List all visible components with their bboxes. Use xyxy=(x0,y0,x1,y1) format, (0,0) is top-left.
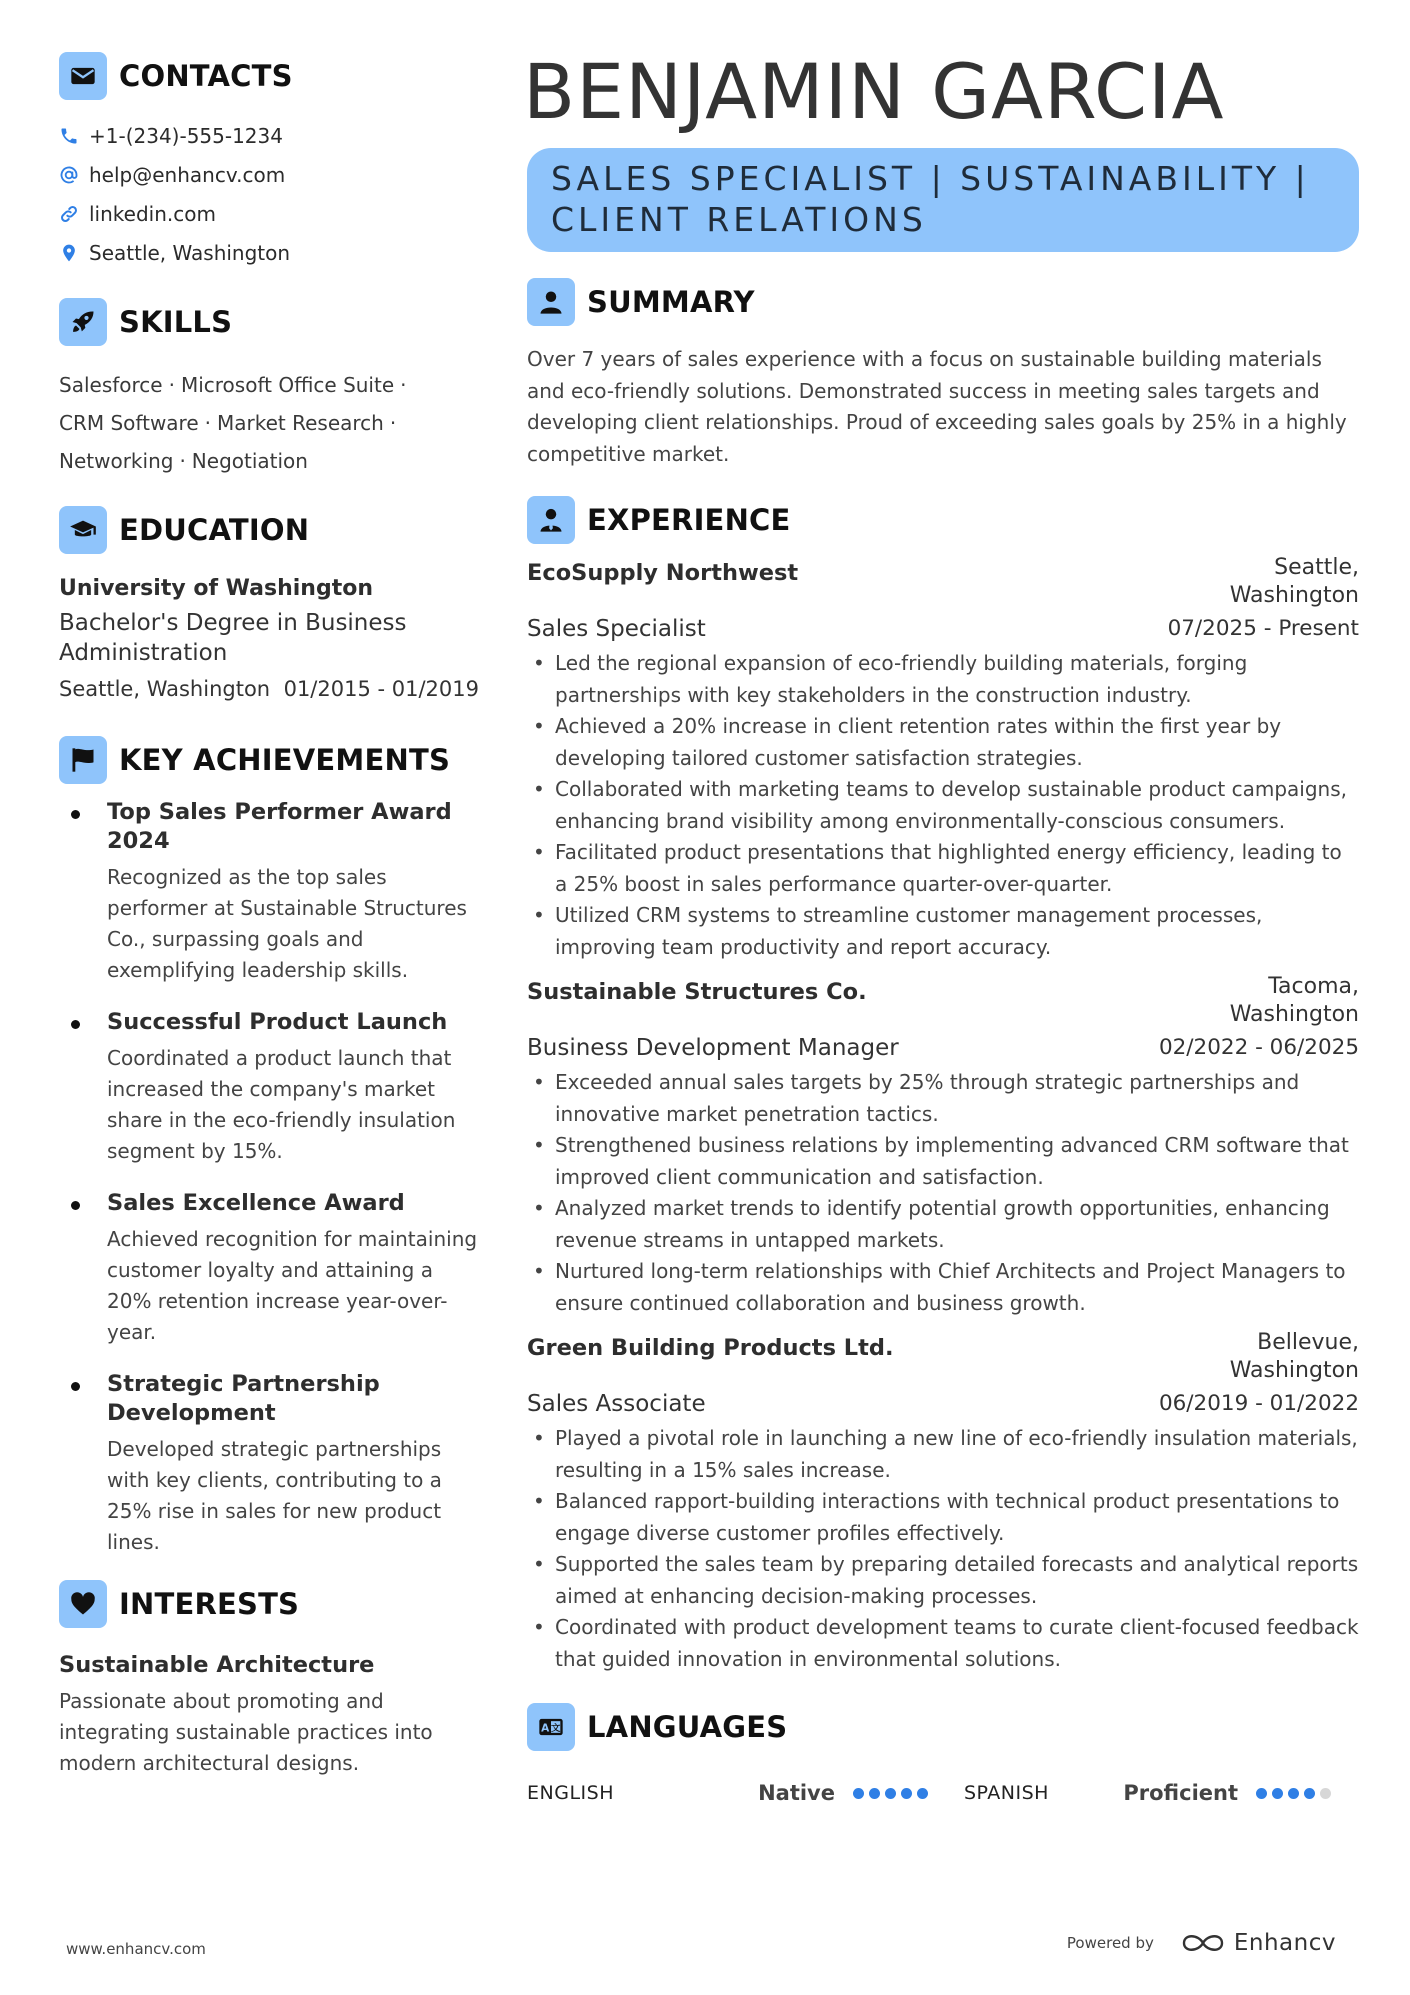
language-item xyxy=(527,1781,928,1805)
skill-item: CRM Software xyxy=(59,411,199,435)
job-bullet: • Facilitated product presentations that highlighted energy efficiency, leading to a 25% boost in sales performance quarter-over-quarter. xyxy=(527,837,1359,900)
achievement-item xyxy=(59,1189,479,1348)
interest-title: Sustainable Architecture xyxy=(59,1652,375,1678)
job-bullets xyxy=(527,648,1359,963)
education-location: Seattle, Washington xyxy=(59,677,271,701)
job-company: EcoSupply Northwest xyxy=(527,560,799,586)
contact-location xyxy=(59,233,479,272)
rating-dot-filled xyxy=(1288,1788,1299,1799)
achievement-desc: Achieved recognition for maintaining customer loyalty and attaining a 20% retention increase year-over-year. xyxy=(107,1227,478,1344)
rating-dot-empty xyxy=(1320,1788,1331,1799)
flag-icon xyxy=(59,736,107,784)
job-entry xyxy=(527,1329,1359,1675)
left-column xyxy=(59,52,479,1779)
contacts-title: CONTACTS xyxy=(119,59,293,93)
education-dates: 01/2015 - 01/2019 xyxy=(283,677,479,701)
linkedin-text: linkedin.com xyxy=(89,201,216,226)
rating-dot-filled xyxy=(1304,1788,1315,1799)
summary-title: SUMMARY xyxy=(587,285,755,319)
achievement-item xyxy=(59,1008,479,1167)
education-section-header xyxy=(59,506,479,554)
skill-item: Microsoft Office Suite xyxy=(180,373,395,397)
rating-dot-filled xyxy=(1256,1788,1267,1799)
interests-section-header xyxy=(59,1580,479,1628)
experience-section-header xyxy=(527,496,1359,544)
achievements-title: KEY ACHIEVEMENTS xyxy=(119,743,451,777)
rating-dot-filled xyxy=(901,1788,912,1799)
languages-list xyxy=(527,1781,1359,1805)
job-location: Tacoma, Washington xyxy=(1229,974,1359,1027)
summary-section-header xyxy=(527,278,1359,326)
language-rating xyxy=(853,1788,928,1799)
brand-name: Enhancv xyxy=(1233,1930,1336,1956)
job-bullet: • Led the regional expansion of eco-friendly building materials, forging partnerships with key stakeholders in the construction industry. xyxy=(527,648,1359,711)
job-location: Seattle, Washington xyxy=(1229,555,1359,608)
rating-dot-filled xyxy=(917,1788,928,1799)
map-pin-icon xyxy=(59,243,89,263)
email-text: help@enhancv.com xyxy=(89,162,286,187)
candidate-name: BENJAMIN GARCIA xyxy=(523,47,1225,136)
achievement-item xyxy=(59,798,479,986)
education-school: University of Washington xyxy=(59,576,374,601)
achievement-title: Successful Product Launch xyxy=(107,1009,448,1035)
location-text: Seattle, Washington xyxy=(89,240,291,265)
job-bullets xyxy=(527,1423,1359,1675)
skills-section-header xyxy=(59,298,479,346)
job-bullet: • Strengthened business relations by implementing advanced CRM software that improved client communication and satisfaction. xyxy=(527,1130,1359,1193)
at-icon xyxy=(59,165,89,185)
svg-text:A: A xyxy=(541,1722,550,1735)
language-rating xyxy=(1256,1788,1331,1799)
experience-title: EXPERIENCE xyxy=(587,503,791,537)
contact-linkedin[interactable] xyxy=(59,194,479,233)
job-dates: 02/2022 - 06/2025 xyxy=(1158,1035,1359,1060)
job-company: Green Building Products Ltd. xyxy=(527,1335,894,1361)
contacts-list xyxy=(59,116,479,272)
job-company: Sustainable Structures Co. xyxy=(527,979,867,1005)
skill-item: Negotiation xyxy=(191,449,308,473)
achievement-title: Strategic Partnership Development xyxy=(107,1371,380,1426)
achievement-desc: Developed strategic partnerships with key clients, contributing to a 25% rise in sales for new product lines. xyxy=(107,1437,442,1554)
user-tie-icon xyxy=(527,496,575,544)
job-bullet: • Collaborated with marketing teams to develop sustainable product campaigns, enhancing brand visibility among environmentally-conscious consumers. xyxy=(527,774,1359,837)
language-name: ENGLISH xyxy=(527,1782,614,1804)
phone-icon xyxy=(59,126,89,146)
contacts-section-header xyxy=(59,52,479,100)
envelope-icon xyxy=(59,52,107,100)
graduation-cap-icon xyxy=(59,506,107,554)
job-bullet: • Nurtured long-term relationships with Chief Architects and Project Managers to ensure continued collaboration and business growth. xyxy=(527,1256,1359,1319)
phone-text: +1-(234)-555-1234 xyxy=(89,123,283,148)
job-bullet: • Supported the sales team by preparing detailed forecasts and analytical reports aimed at enhancing decision-making processes. xyxy=(527,1549,1359,1612)
job-bullet: • Utilized CRM systems to streamline customer management processes, improving team productivity and report accuracy. xyxy=(527,900,1359,963)
job-dates: 07/2025 - Present xyxy=(1167,616,1359,641)
contact-email[interactable] xyxy=(59,155,479,194)
skills-title: SKILLS xyxy=(119,305,233,339)
achievements-section-header xyxy=(59,736,479,784)
achievement-desc: Recognized as the top sales performer at Sustainable Structures Co., surpassing goals and exemplifying leadership skills. xyxy=(107,865,467,982)
achievements-list xyxy=(59,798,479,1558)
achievement-item xyxy=(59,1370,479,1558)
job-role: Business Development Manager xyxy=(527,1035,899,1061)
job-role: Sales Associate xyxy=(527,1391,706,1417)
language-item xyxy=(964,1781,1331,1805)
summary-text: Over 7 years of sales experience with a focus on sustainable building materials and eco-friendly solutions. Demonstrated success in meeting sales targets and developing client relationships. Proud of exceeding sales goals by 25% in a highly competitive market. xyxy=(527,347,1347,466)
rating-dot-filled xyxy=(1272,1788,1283,1799)
rocket-icon xyxy=(59,298,107,346)
education-meta xyxy=(59,674,479,704)
powered-by-text: Powered by xyxy=(1066,1934,1154,1952)
right-column xyxy=(523,47,1359,1805)
enhancv-logo-icon xyxy=(1180,1930,1226,1956)
achievement-title: Top Sales Performer Award 2024 xyxy=(107,799,452,854)
job-bullet: • Achieved a 20% increase in client retention rates within the first year by developing tailored customer satisfaction strategies. xyxy=(527,711,1359,774)
skill-item: Networking xyxy=(59,449,174,473)
job-bullet: • Balanced rapport-building interactions with technical product presentations to engage diverse customer profiles effectively. xyxy=(527,1486,1359,1549)
education-title: EDUCATION xyxy=(119,513,310,547)
headline-banner: SALES SPECIALIST | SUSTAINABILITY | CLIENT RELATIONS xyxy=(527,148,1359,252)
skill-item: Salesforce xyxy=(59,373,163,397)
footer-branding[interactable] xyxy=(1067,1930,1336,1956)
language-level: Proficient xyxy=(1123,1781,1238,1805)
job-bullet: • Analyzed market trends to identify potential growth opportunities, enhancing revenue streams in untapped markets. xyxy=(527,1193,1359,1256)
heart-icon xyxy=(59,1580,107,1628)
footer-website[interactable]: www.enhancv.com xyxy=(66,1940,206,1958)
job-bullet: • Coordinated with product development teams to curate client-focused feedback that guided innovation in environmental solutions. xyxy=(527,1612,1359,1675)
job-bullet: • Played a pivotal role in launching a new line of eco-friendly insulation materials, resulting in a 15% sales increase. xyxy=(527,1423,1359,1486)
languages-title: LANGUAGES xyxy=(587,1710,788,1744)
education-degree: Bachelor's Degree in Business Administration xyxy=(59,610,407,666)
rating-dot-filled xyxy=(869,1788,880,1799)
job-location: Bellevue, Washington xyxy=(1229,1330,1359,1383)
achievement-title: Sales Excellence Award xyxy=(107,1190,405,1216)
svg-text:文: 文 xyxy=(551,1723,561,1735)
achievement-desc: Coordinated a product launch that increased the company's market share in the eco-friendly insulation segment by 15%. xyxy=(107,1046,456,1163)
rating-dot-filled xyxy=(853,1788,864,1799)
job-bullet: • Exceeded annual sales targets by 25% through strategic partnerships and innovative market penetration tactics. xyxy=(527,1067,1359,1130)
user-icon xyxy=(527,278,575,326)
interests-title: INTERESTS xyxy=(119,1587,300,1621)
language-name: SPANISH xyxy=(964,1782,1049,1804)
language-level: Native xyxy=(758,1781,835,1805)
languages-section-header xyxy=(527,1703,1359,1751)
contact-phone[interactable] xyxy=(59,116,479,155)
skill-item: Market Research xyxy=(217,411,384,435)
job-bullets xyxy=(527,1067,1359,1319)
rating-dot-filled xyxy=(885,1788,896,1799)
job-role: Sales Specialist xyxy=(527,616,706,642)
job-dates: 06/2019 - 01/2022 xyxy=(1158,1391,1359,1416)
translate-icon xyxy=(527,1703,575,1751)
job-entry xyxy=(527,973,1359,1319)
skills-list: Salesforce · Microsoft Office Suite · CRM Software · Market Research · Networking · Negotiation xyxy=(59,373,407,473)
job-entry xyxy=(527,554,1359,963)
link-icon xyxy=(59,204,89,224)
interest-desc: Passionate about promoting and integrating sustainable practices into modern architectural designs. xyxy=(59,1689,433,1775)
